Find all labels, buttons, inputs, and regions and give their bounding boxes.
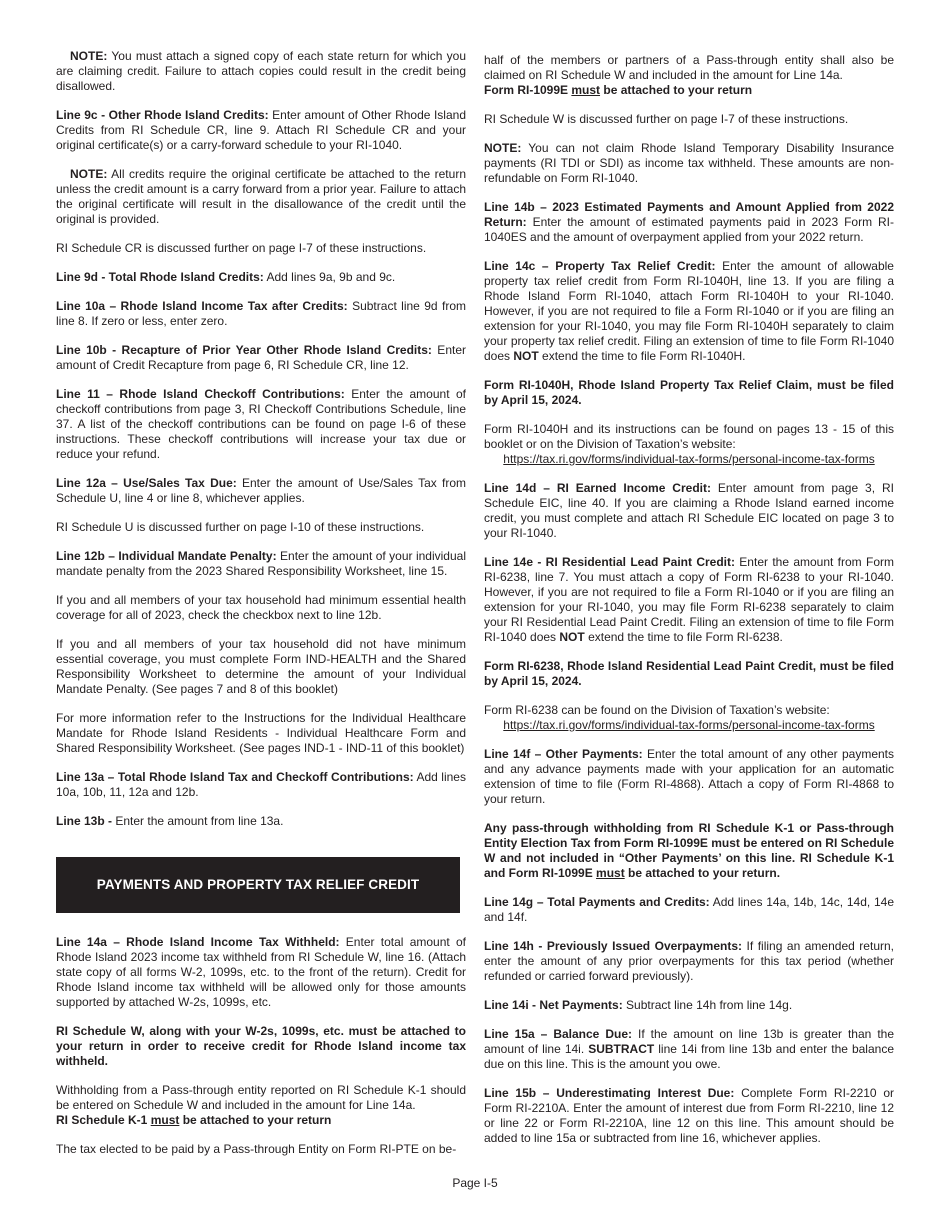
form-6238-deadline: Form RI-6238, Rhode Island Residential Lead Paint Credit, must be filed by April 15, 2024. bbox=[484, 659, 894, 688]
line-15a: Line 15a – Balance Due: If the amount on line 13b is greater than the amount of line 14i. SUBTRACT line 14i from line 13b and enter the balance due on this line. This is the amount you owe. bbox=[484, 1027, 894, 1071]
left-column bbox=[56, 49, 466, 1171]
line-14a: Line 14a – Rhode Island Income Tax Withheld: Enter total amount of Rhode Island 2023 income tax withheld from RI Schedule W, line 16. (Attach state copy of all forms W-2, 1099s, etc. to the front of the return). Credit for Rhode Island income tax withheld will be allowed only for those amounts supported by attached W-2s, 1099s, etc. bbox=[56, 935, 466, 1009]
no-coverage-paragraph: If you and all members of your tax household did not have minimum essential coverage, you must complete Form IND-HEALTH and the Shared Responsibility Worksheet to determine the amount of your Individual Mandate Penalty. (See pages 7 and 8 of this booklet) bbox=[56, 637, 466, 696]
pte-tax-paragraph: The tax elected to be paid by a Pass-through Entity on Form RI-PTE on be- bbox=[56, 1142, 457, 1156]
form-6238-location: Form RI-6238 can be found on the Division of Taxation’s website: https://tax.ri.gov/forms/individual-tax-forms/personal-income-tax-forms bbox=[484, 703, 894, 733]
mec-coverage-paragraph: If you and all members of your tax household had minimum essential health coverage for all of 2023, check the checkbox next to line 12b. bbox=[56, 593, 466, 622]
schedule-cr-note: RI Schedule CR is discussed further on page I-7 of these instructions. bbox=[56, 241, 427, 255]
pte-tax-continued: half of the members or partners of a Pass-through entity shall also be claimed on RI Schedule W and included in the amount for Line 14a. Form RI-1099E must be attached to your return bbox=[484, 53, 894, 97]
line-11: Line 11 – Rhode Island Checkoff Contributions: Enter the amount of checkoff contributions from page 3, RI Checkoff Contributions Schedule, line 37. A list of the checkoff contributions can be found on page I-6 of these instructions. These checkoff contributions will increase your tax due or reduce your refund. bbox=[56, 387, 466, 461]
line-14h: Line 14h - Previously Issued Overpayments: If filing an amended return, enter the amount of any prior overpayments for this tax period (whether refunded or carried forward previously). bbox=[484, 939, 894, 983]
right-column bbox=[484, 53, 894, 1160]
line-12a: Line 12a – Use/Sales Tax Due: Enter the amount of Use/Sales Tax from Schedule U, line 4 or line 8, whichever applies. bbox=[56, 476, 466, 505]
line-14i: Line 14i - Net Payments: Subtract line 14h from line 14g. bbox=[484, 998, 793, 1012]
line-10a: Line 10a – Rhode Island Income Tax after Credits: Subtract line 9d from line 8. If zero or less, enter zero. bbox=[56, 299, 466, 328]
page-number: Page I-5 bbox=[452, 1176, 498, 1190]
tax-website-link[interactable]: https://tax.ri.gov/forms/individual-tax-forms/personal-income-tax-forms bbox=[503, 452, 875, 466]
line-14g: Line 14g – Total Payments and Credits: Add lines 14a, 14b, 14c, 14d, 14e and 14f. bbox=[484, 895, 894, 924]
pass-through-withholding-notice: Any pass-through withholding from RI Schedule K-1 or Pass-through Entity Election Tax from Form RI-1099E must be entered on RI Schedule W and not included in “Other Payments’ on this line. RI Schedule K-1 and Form RI-1099E must be attached to your return. bbox=[484, 821, 894, 880]
line-13b: Line 13b - Enter the amount from line 13a. bbox=[56, 814, 284, 828]
schedule-u-note: RI Schedule U is discussed further on page I-10 of these instructions. bbox=[56, 520, 425, 534]
schedule-w-attach-notice: RI Schedule W, along with your W-2s, 1099s, etc. must be attached to your return in order to receive credit for Rhode Island income tax withheld. bbox=[56, 1024, 466, 1068]
form-1040h-location: Form RI-1040H and its instructions can be found on pages 13 - 15 of this booklet or on the Division of Taxation’s website: https://tax.ri.gov/forms/individual-tax-forms/personal-income-tax-forms bbox=[484, 422, 894, 466]
line-14e: Line 14e - RI Residential Lead Paint Credit: Enter the amount from Form RI-6238, line 7. You must attach a copy of Form RI-6238 to your RI-1040. However, if you are not required to file a Form RI-1040 or if you are filing an extension for your RI-1040, you may file Form RI-6238 separately to claim your RI Residential Lead Paint Credit. Filing an extension of time to file Form RI-1040 does NOT extend the time to file Form RI-6238. bbox=[484, 555, 894, 644]
more-info-paragraph: For more information refer to the Instructions for the Individual Healthcare Mandate for Rhode Island Residents - Individual Healthcare Form and Shared Responsibility Worksheet. (See pages IND-1 - IND-11 of this booklet) bbox=[56, 711, 466, 755]
line-9d: Line 9d - Total Rhode Island Credits: Add lines 9a, 9b and 9c. bbox=[56, 270, 396, 284]
line-13a: Line 13a – Total Rhode Island Tax and Checkoff Contributions: Add lines 10a, 10b, 11, 12a and 12b. bbox=[56, 770, 466, 799]
line-14f: Line 14f – Other Payments: Enter the total amount of any other payments and any advance payments made with your application for an automatic extension of time to file (Form RI-4868). Attach a copy of Form RI-4868 to your return. bbox=[484, 747, 894, 806]
schedule-w-note: RI Schedule W is discussed further on page I-7 of these instructions. bbox=[484, 112, 849, 126]
section-banner: PAYMENTS AND PROPERTY TAX RELIEF CREDIT bbox=[56, 857, 460, 913]
pte-withholding-paragraph: Withholding from a Pass-through entity reported on RI Schedule K-1 should be entered on Schedule W and included in the amount for Line 14a. RI Schedule K-1 must be attached to your return bbox=[56, 1083, 466, 1127]
line-14b: Line 14b – 2023 Estimated Payments and Amount Applied from 2022 Return: Enter the amount of estimated payments paid in 2023 Form RI-1040ES and the amount of overpayment applied from your 2022 return. bbox=[484, 200, 894, 244]
form-1040h-deadline: Form RI-1040H, Rhode Island Property Tax Relief Claim, must be filed by April 15, 2024. bbox=[484, 378, 894, 407]
line-14d: Line 14d – RI Earned Income Credit: Enter amount from page 3, RI Schedule EIC, line 40. If you are claiming a Rhode Island earned income credit, you must complete and attach RI Schedule EIC located on page 3 to your RI-1040. bbox=[484, 481, 894, 540]
note-original-certificate: NOTE: All credits require the original certificate be attached to the return unless the credit amount is a carry forward from a prior year. Failure to attach the original certificate will result in the disallowance of the credit until the original is provided. bbox=[56, 167, 466, 226]
line-9c: Line 9c - Other Rhode Island Credits: Enter amount of Other Rhode Island Credits from RI Schedule CR, line 9. Attach RI Schedule CR and your original certificate(s) or a carry-forward schedule to your RI-1040. bbox=[56, 108, 466, 152]
line-14c: Line 14c – Property Tax Relief Credit: Enter the amount of allowable property tax relief credit from Form RI-1040H, line 13. If you are filing a Rhode Island Form RI-1040, attach Form RI-1040H to your RI-1040. However, if you are not required to file a Form RI-1040 or if you are filing an extension for your RI-1040, you may file Form RI-1040H separately to claim your property tax relief credit. Filing an extension of time to file Form RI-1040 does NOT extend the time to file Form RI-1040H. bbox=[484, 259, 894, 363]
tax-website-link-2[interactable]: https://tax.ri.gov/forms/individual-tax-forms/personal-income-tax-forms bbox=[503, 718, 875, 732]
note-attach-returns: NOTE: You must attach a signed copy of each state return for which you are claiming credit. Failure to attach copies could result in the credit being disallowed. bbox=[56, 49, 466, 93]
line-10b: Line 10b - Recapture of Prior Year Other Rhode Island Credits: Enter amount of Credit Recapture from page 6, RI Schedule CR, line 12. bbox=[56, 343, 466, 372]
line-15b: Line 15b – Underestimating Interest Due: Complete Form RI-2210 or Form RI-2210A. Enter the amount of interest due from Form RI-2210, line 12 or line 22 or Form RI-2210A, line 12 on this line. This amount should be added to line 15a or subtracted from line 16, whichever applies. bbox=[484, 1086, 894, 1145]
line-12b: Line 12b – Individual Mandate Penalty: Enter the amount of your individual mandate penalty from the 2023 Shared Responsibility Worksheet, line 15. bbox=[56, 549, 466, 578]
note-tdi: NOTE: You can not claim Rhode Island Temporary Disability Insurance payments (RI TDI or SDI) as income tax withheld. These amounts are non-refundable on Form RI-1040. bbox=[484, 141, 894, 185]
